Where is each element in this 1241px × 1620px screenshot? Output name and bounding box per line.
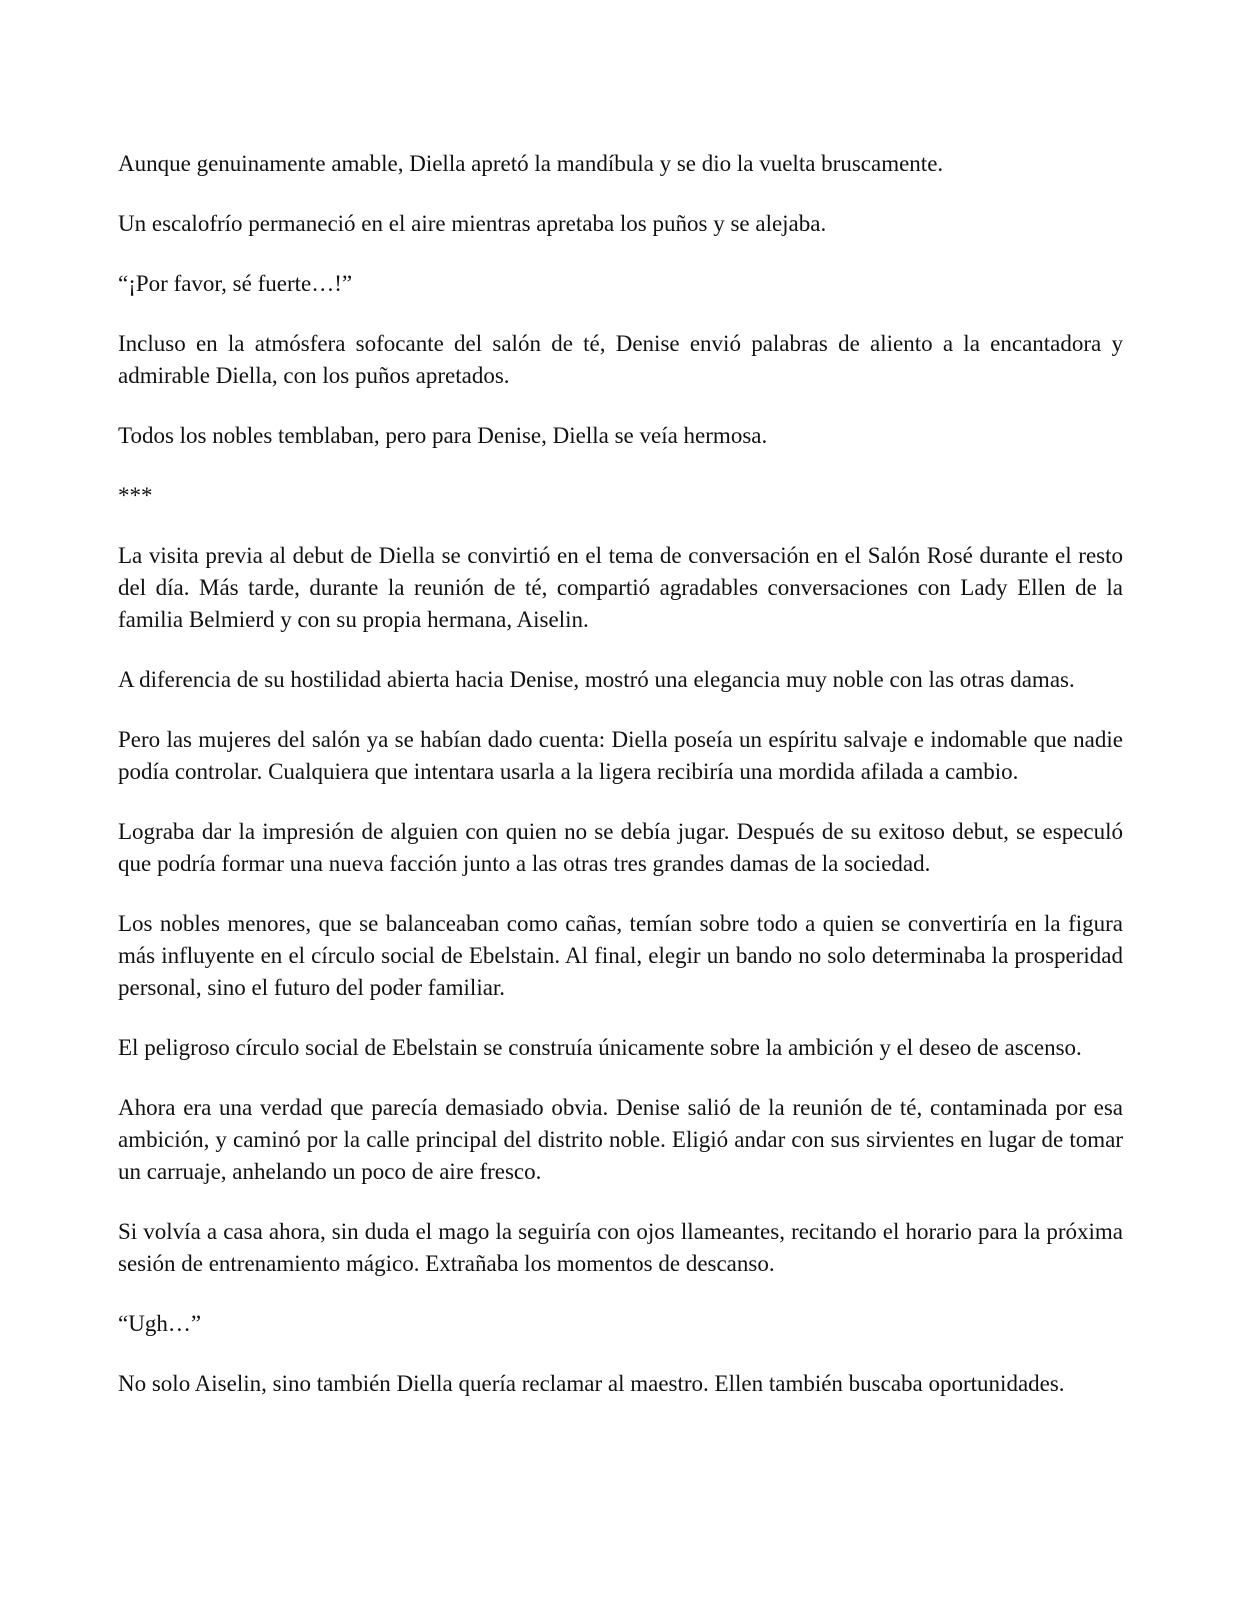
paragraph-3: Incluso en la atmósfera sofocante del salón de té, Denise envió palabras de aliento a la encantadora y admirable Diella, con los puños apretados. bbox=[118, 331, 1123, 388]
paragraph-4: Todos los nobles temblaban, pero para Denise, Diella se veía hermosa. bbox=[118, 423, 768, 448]
dialogue-line-1: “¡Por favor, sé fuerte…!” bbox=[118, 271, 353, 296]
paragraph-11: Ahora era una verdad que parecía demasiado obvia. Denise salió de la reunión de té, contaminada por esa ambición, y caminó por la calle principal del distrito noble. Eligió andar con sus sirvientes en lugar de tomar un carruaje, anhelando un poco de aire fresco. bbox=[118, 1095, 1123, 1184]
paragraph-10: El peligroso círculo social de Ebelstain se construía únicamente sobre la ambición y el deseo de ascenso. bbox=[118, 1035, 1082, 1060]
paragraph-2: Un escalofrío permaneció en el aire mientras apretaba los puños y se alejaba. bbox=[118, 211, 827, 236]
paragraph-9: Los nobles menores, que se balanceaban como cañas, temían sobre todo a quien se convertiría en la figura más influyente en el círculo social de Ebelstain. Al final, elegir un bando no solo determinaba la prosperidad personal, sino el futuro del poder familiar. bbox=[118, 911, 1123, 1000]
paragraph-5: La visita previa al debut de Diella se convirtió en el tema de conversación en el Salón Rosé durante el resto del día. Más tarde, durante la reunión de té, compartió agradables conversaciones con Lady Ellen de la familia Belmierd y con su propia hermana, Aiselin. bbox=[118, 543, 1123, 632]
paragraph-8: Lograba dar la impresión de alguien con quien no se debía jugar. Después de su exitoso debut, se especuló que podría formar una nueva facción junto a las otras tres grandes damas de la sociedad. bbox=[118, 819, 1123, 876]
dialogue-line-2: “Ugh…” bbox=[118, 1311, 202, 1336]
scene-break: *** bbox=[118, 483, 153, 508]
paragraph-13: No solo Aiselin, sino también Diella quería reclamar al maestro. Ellen también buscaba oportunidades. bbox=[118, 1371, 1065, 1396]
paragraph-1: Aunque genuinamente amable, Diella apretó la mandíbula y se dio la vuelta bruscamente. bbox=[118, 151, 944, 176]
document-page bbox=[118, 148, 1123, 1428]
paragraph-7: Pero las mujeres del salón ya se habían dado cuenta: Diella poseía un espíritu salvaje e indomable que nadie podía controlar. Cualquiera que intentara usarla a la ligera recibiría una mordida afilada a cambio. bbox=[118, 727, 1123, 784]
paragraph-12: Si volvía a casa ahora, sin duda el mago la seguiría con ojos llameantes, recitando el horario para la próxima sesión de entrenamiento mágico. Extrañaba los momentos de descanso. bbox=[118, 1219, 1123, 1276]
paragraph-6: A diferencia de su hostilidad abierta hacia Denise, mostró una elegancia muy noble con las otras damas. bbox=[118, 667, 1075, 692]
